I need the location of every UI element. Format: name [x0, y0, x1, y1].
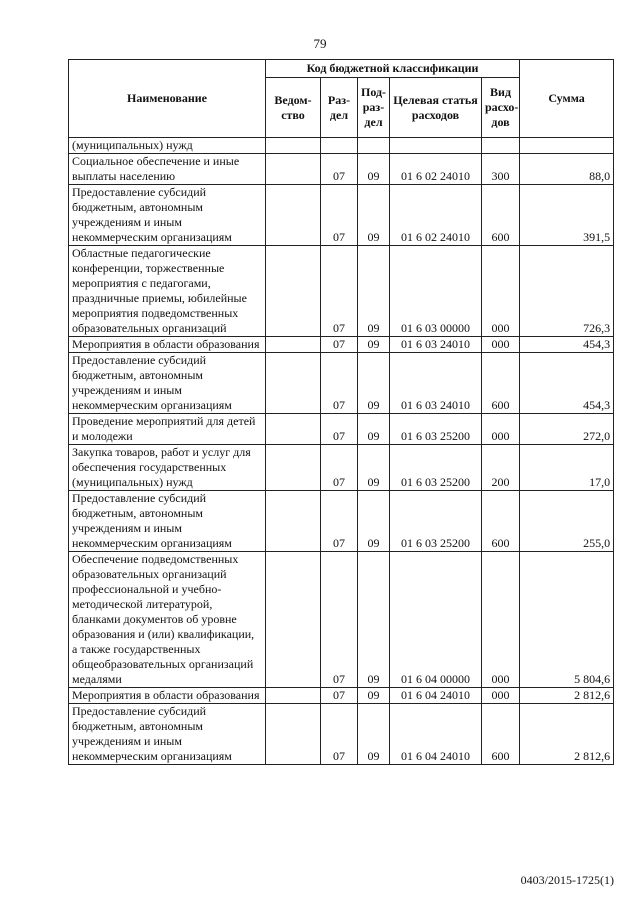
row-section: 07	[321, 353, 358, 414]
row-ministry	[266, 414, 321, 445]
row-target-article: 01 6 04 24010	[390, 704, 482, 765]
header-target-article: Целевая статья расходов	[390, 78, 482, 138]
row-amount: 5 804,6	[520, 552, 614, 688]
row-subsection	[358, 138, 390, 154]
row-target-article: 01 6 03 25200	[390, 491, 482, 552]
row-name: Предоставление субсидий бюджетным, автономным учреждениям и иным некоммерческим организациям	[69, 185, 266, 246]
row-target-article: 01 6 03 24010	[390, 337, 482, 353]
row-name: Закупка товаров, работ и услуг для обеспечения государственных (муниципальных) нужд	[69, 445, 266, 491]
row-target-article: 01 6 03 25200	[390, 445, 482, 491]
row-expense-type: 300	[482, 154, 520, 185]
row-subsection: 09	[358, 688, 390, 704]
row-section: 07	[321, 185, 358, 246]
header-section: Раз-дел	[321, 78, 358, 138]
row-ministry	[266, 688, 321, 704]
row-name: Проведение мероприятий для детей и молодежи	[69, 414, 266, 445]
row-expense-type: 600	[482, 185, 520, 246]
page-number: 79	[313, 36, 327, 51]
row-name: Предоставление субсидий бюджетным, автономным учреждениям и иным некоммерческим организациям	[69, 353, 266, 414]
header-amount: Сумма	[520, 60, 614, 138]
row-ministry	[266, 491, 321, 552]
row-amount: 255,0	[520, 491, 614, 552]
row-section: 07	[321, 337, 358, 353]
header-budget-code: Код бюджетной классификации	[266, 60, 520, 78]
row-target-article: 01 6 03 25200	[390, 414, 482, 445]
row-subsection: 09	[358, 704, 390, 765]
row-subsection: 09	[358, 414, 390, 445]
row-amount	[520, 138, 614, 154]
row-name: Обеспечение подведомственных образовательных организаций профессиональной и учебно-методической литературой, бланками документов об уровне образования и (или) квалификации, а также государственных общеобразовательных организаций медалями	[69, 552, 266, 688]
row-section: 07	[321, 154, 358, 185]
row-section	[321, 138, 358, 154]
table-row	[69, 246, 614, 337]
row-ministry	[266, 552, 321, 688]
table-row	[69, 154, 614, 185]
row-expense-type: 000	[482, 337, 520, 353]
row-subsection: 09	[358, 246, 390, 337]
row-section: 07	[321, 491, 358, 552]
row-section: 07	[321, 552, 358, 688]
table-row	[69, 491, 614, 552]
row-amount: 17,0	[520, 445, 614, 491]
row-name: Мероприятия в области образования	[69, 688, 266, 704]
row-expense-type: 200	[482, 445, 520, 491]
table-row	[69, 445, 614, 491]
row-subsection: 09	[358, 491, 390, 552]
row-subsection: 09	[358, 353, 390, 414]
row-amount: 2 812,6	[520, 704, 614, 765]
row-target-article	[390, 138, 482, 154]
row-ministry	[266, 353, 321, 414]
row-ministry	[266, 445, 321, 491]
row-target-article: 01 6 04 00000	[390, 552, 482, 688]
document-code: 0403/2015-1725(1)	[520, 873, 614, 887]
row-ministry	[266, 704, 321, 765]
row-subsection: 09	[358, 552, 390, 688]
table-row	[69, 138, 614, 154]
row-expense-type	[482, 138, 520, 154]
table-row	[69, 552, 614, 688]
row-subsection: 09	[358, 445, 390, 491]
row-subsection: 09	[358, 185, 390, 246]
row-target-article: 01 6 02 24010	[390, 154, 482, 185]
row-expense-type: 000	[482, 246, 520, 337]
row-name: (муниципальных) нужд	[69, 138, 266, 154]
row-ministry	[266, 246, 321, 337]
row-amount: 2 812,6	[520, 688, 614, 704]
row-expense-type: 600	[482, 353, 520, 414]
table-row	[69, 185, 614, 246]
row-ministry	[266, 138, 321, 154]
row-expense-type: 000	[482, 552, 520, 688]
row-amount: 726,3	[520, 246, 614, 337]
row-target-article: 01 6 03 24010	[390, 353, 482, 414]
header-subsection: Под-раз-дел	[358, 78, 390, 138]
row-section: 07	[321, 246, 358, 337]
row-ministry	[266, 185, 321, 246]
row-target-article: 01 6 03 00000	[390, 246, 482, 337]
header-expense-type: Вид расхо-дов	[482, 78, 520, 138]
row-section: 07	[321, 414, 358, 445]
row-expense-type: 000	[482, 414, 520, 445]
table-row	[69, 704, 614, 765]
row-amount: 454,3	[520, 337, 614, 353]
budget-table	[68, 59, 614, 765]
header-ministry: Ведом-ство	[266, 78, 321, 138]
row-subsection: 09	[358, 337, 390, 353]
row-ministry	[266, 337, 321, 353]
row-ministry	[266, 154, 321, 185]
row-target-article: 01 6 04 24010	[390, 688, 482, 704]
row-section: 07	[321, 688, 358, 704]
budget-rows	[69, 138, 614, 765]
row-name: Мероприятия в области образования	[69, 337, 266, 353]
row-name: Социальное обеспечение и иные выплаты населению	[69, 154, 266, 185]
table-row	[69, 688, 614, 704]
row-name: Предоставление субсидий бюджетным, автономным учреждениям и иным некоммерческим организациям	[69, 491, 266, 552]
row-name: Предоставление субсидий бюджетным, автономным учреждениям и иным некоммерческим организациям	[69, 704, 266, 765]
row-expense-type: 600	[482, 704, 520, 765]
row-subsection: 09	[358, 154, 390, 185]
row-section: 07	[321, 704, 358, 765]
row-section: 07	[321, 445, 358, 491]
row-amount: 454,3	[520, 353, 614, 414]
row-amount: 391,5	[520, 185, 614, 246]
header-name: Наименование	[69, 60, 266, 138]
row-target-article: 01 6 02 24010	[390, 185, 482, 246]
table-row	[69, 353, 614, 414]
row-amount: 88,0	[520, 154, 614, 185]
row-expense-type: 600	[482, 491, 520, 552]
row-name: Областные педагогические конференции, торжественные мероприятия с педагогами, праздничные приемы, юбилейные мероприятия подведомственных образовательных организаций	[69, 246, 266, 337]
row-amount: 272,0	[520, 414, 614, 445]
table-row	[69, 414, 614, 445]
table-row	[69, 337, 614, 353]
row-expense-type: 000	[482, 688, 520, 704]
